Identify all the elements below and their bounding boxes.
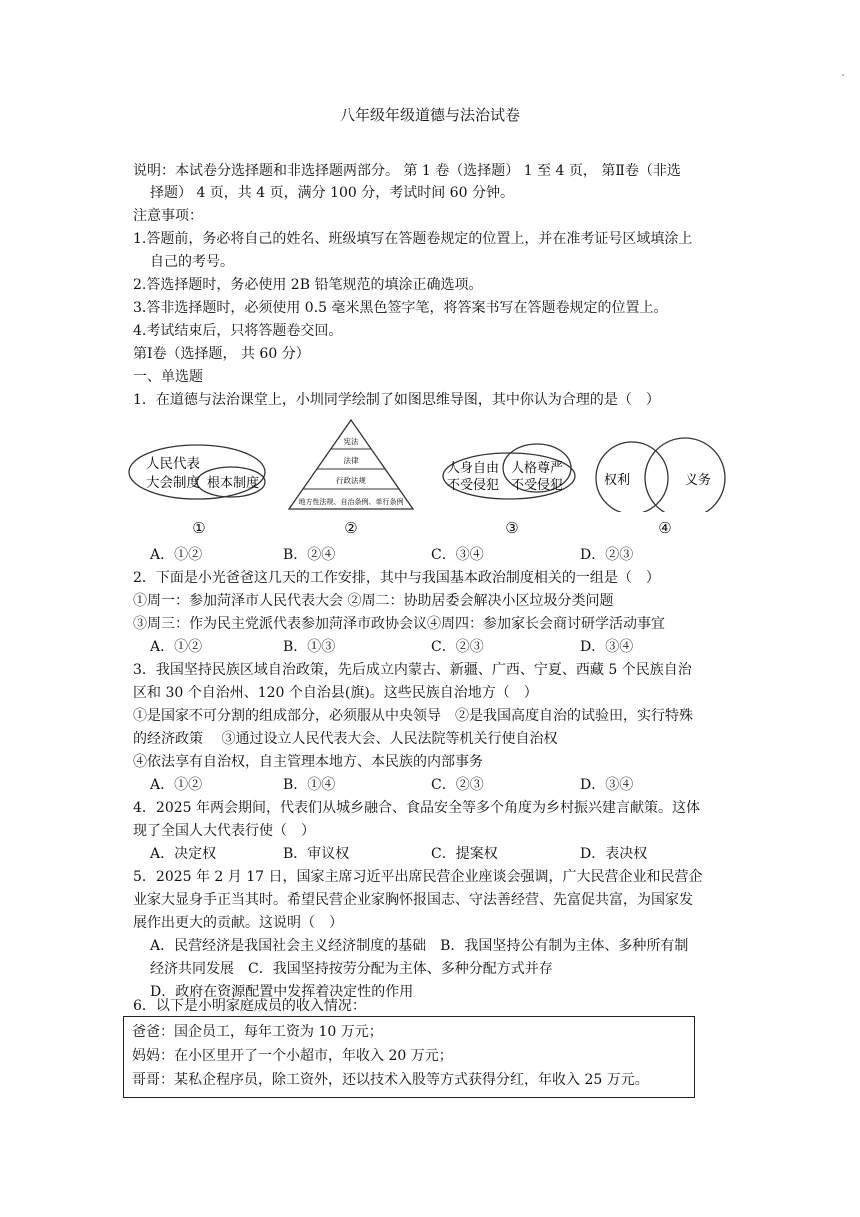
notice-heading: 注意事项： — [133, 208, 203, 224]
fig3-b2: 不受侵犯 — [510, 478, 564, 493]
q2-option-a: A．①② — [150, 639, 203, 655]
q3-option-c: C．②③ — [431, 777, 484, 793]
q1-stem: 1．在道德与法治课堂上，小圳同学绘制了如图思维导图，其中你认为合理的是（ ） — [133, 392, 660, 408]
scan-speck — [842, 74, 844, 76]
income-father: 爸爸：国企员工，每年工资为 10 万元； — [132, 1024, 383, 1040]
q3-line-3: ①是国家不可分割的组成部分，必须服从中央领导 ②是我国高度自治的试验田，实行特殊 — [133, 708, 693, 724]
q2-option-c: C．②③ — [431, 639, 484, 655]
q1-option-b: B．②④ — [283, 547, 336, 563]
q5-stem: 5．2025 年 2 月 17 日，国家主席习近平出席民营企业座谈会强调，广大民营企业和民营企 — [133, 869, 703, 885]
notice-item-4: 4.考试结束后，只将答题卷交回。 — [133, 323, 343, 339]
fig2-label: ② — [344, 519, 358, 537]
q6-stem: 6．以下是小明家庭成员的收入情况： — [133, 998, 366, 1014]
fig2-l4: 地方性法规、自治条例、单行条例 — [298, 498, 404, 506]
fig1-nested-ellipses — [129, 445, 265, 499]
q5-options-line-2: 经济共同发展 C．我国坚持按劳分配为主体、多种分配方式并存 — [150, 961, 553, 977]
q1-option-d: D．②③ — [580, 547, 634, 563]
fig3-ellipses — [443, 444, 575, 499]
income-info-box — [123, 1016, 695, 1098]
q2-line-3: ③周三：作为民主党派代表参加菏泽市政协会议④周四：参加家长会商讨研学活动事宜 — [133, 616, 665, 632]
fig4-left: 权利 — [603, 473, 631, 488]
q3-line-2: 区和 30 个自治州、120 个自治县(旗)。这些民族自治地方（ ） — [133, 685, 538, 701]
notice-item-3: 3.答非选择题时，必须使用 0.5 毫米黑色签字笔，将答案书写在答题卷规定的位置上。 — [133, 300, 668, 316]
fig2-pyramid — [289, 420, 413, 509]
q2-option-b: B．①③ — [283, 639, 336, 655]
income-brother: 哥哥：某私企程序员，除工资外，还以技术入股等方式获得分红，年收入 25 万元。 — [132, 1072, 649, 1088]
exam-title: 八年级年级道德与法治试卷 — [339, 106, 520, 124]
fig1-inner: 根本制度 — [206, 476, 260, 491]
q3-line-5: ④依法享有自治权，自主管理本地方、本民族的内部事务 — [133, 754, 483, 770]
q5-line-3: 展作出更大的贡献。这说明（ ） — [133, 915, 343, 931]
notice-item-1a: 1.答题前，务必将自己的姓名、班级填写在答题卷规定的位置上，并在准考证号区域填涂上 — [133, 231, 693, 247]
q5-line-2: 业家大显身手正当其时。希望民营企业家胸怀报国志、守法善经营、先富促共富，为国家发 — [133, 892, 693, 908]
q5-options-line-1: A．民营经济是我国社会主义经济制度的基础 B．我国坚持公有制为主体、多种所有制 — [150, 938, 689, 954]
fig1-outer-l1: 人民代表 — [146, 456, 200, 472]
q4-line-2: 现了全国人大代表行使（ ） — [133, 823, 315, 839]
fig3-a2: 不受侵犯 — [446, 478, 500, 493]
fig2-l3: 行政法规 — [336, 476, 366, 485]
note-line-2: 择题） 4 页，共 4 页，满分 100 分，考试时间 60 分钟。 — [150, 185, 514, 201]
fig2-l1: 宪法 — [343, 437, 359, 446]
q3-stem: 3．我国坚持民族区域自治政策，先后成立内蒙古、新疆、广西、宁夏、西藏 5 个民族自治 — [133, 662, 692, 678]
q1-option-c: C．③④ — [431, 547, 484, 563]
q4-stem: 4．2025 年两会期间，代表们从城乡融合、食品安全等多个角度为乡村振兴建言献策。这体 — [133, 800, 700, 816]
q3-option-d: D．③④ — [580, 777, 634, 793]
section-heading: 一、单选题 — [133, 369, 203, 385]
fig4-label: ④ — [658, 519, 672, 537]
income-mother: 妈妈：在小区里开了一个小超市，年收入 20 万元； — [132, 1048, 453, 1064]
fig4-venn — [596, 438, 725, 512]
note-line-1: 说明：本试卷分选择题和非选择题两部分。 第 1 卷（选择题） 1 至 4 页， 第Ⅱ卷（非选 — [133, 163, 681, 179]
q2-line-2: ①周一：参加菏泽市人民代表大会 ②周二：协助居委会解决小区垃圾分类问题 — [133, 593, 614, 609]
fig2-l2: 法律 — [343, 456, 359, 465]
notice-item-1b: 自己的考号。 — [150, 254, 234, 270]
q4-option-b: B．审议权 — [283, 846, 350, 862]
q2-option-d: D．③④ — [580, 639, 634, 655]
fig3-a1: 人身自由 — [446, 461, 500, 476]
q1-option-a: A．①② — [150, 547, 203, 563]
q5-options-line-3: D．政府在资源配置中发挥着决定性的作用 — [150, 984, 414, 1000]
q4-option-a: A．决定权 — [150, 846, 217, 862]
q3-option-a: A．①② — [150, 777, 203, 793]
q4-option-d: D．表决权 — [580, 846, 648, 862]
part1-heading: 第Ⅰ卷（选择题， 共 60 分） — [133, 346, 310, 362]
notice-item-2: 2.答选择题时，务必使用 2B 铅笔规范的填涂正确选项。 — [133, 277, 483, 293]
q3-line-4: 的经济政策 ③通过设立人民代表大会、人民法院等机关行使自治权 — [133, 731, 558, 747]
fig3-label: ③ — [505, 519, 519, 537]
fig1-label: ① — [192, 519, 206, 537]
q3-option-b: B．①④ — [283, 777, 336, 793]
fig1-outer-l2: 大会制度 — [146, 475, 200, 491]
figure-set — [125, 412, 745, 512]
q4-option-c: C．提案权 — [431, 846, 498, 862]
fig3-b1: 人格尊严 — [510, 461, 564, 476]
q2-stem: 2．下面是小光爸爸这几天的工作安排，其中与我国基本政治制度相关的一组是（ ） — [133, 570, 660, 586]
fig4-right: 义务 — [684, 473, 712, 488]
